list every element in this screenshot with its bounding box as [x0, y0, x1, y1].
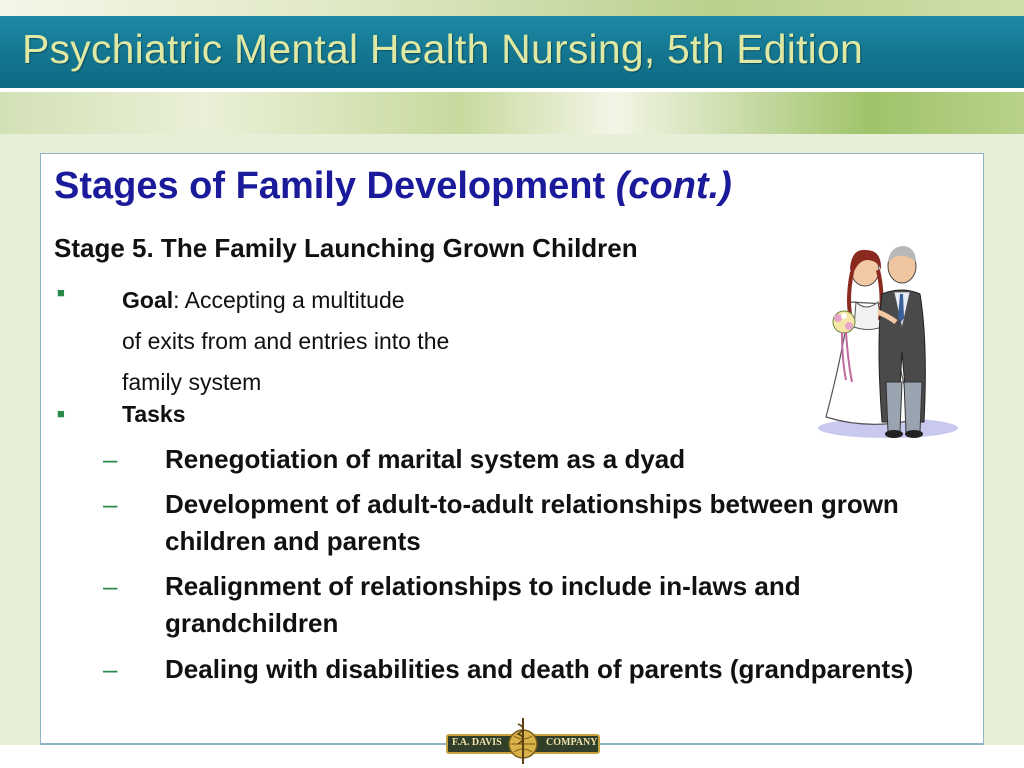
bullet-square-icon: ■ — [57, 406, 65, 421]
bullet-square-icon: ■ — [57, 285, 65, 300]
slide-title-suffix: (cont.) — [615, 165, 732, 207]
logo-left-text: F.A. DAVIS — [452, 737, 502, 748]
dash-bullet-icon: – — [103, 489, 118, 519]
top-decorative-stripe — [0, 0, 1024, 16]
dash-bullet-icon: – — [103, 571, 118, 601]
task-text: Realignment of relationships to include in-laws and grandchildren — [165, 571, 801, 638]
dash-bullet-icon: – — [103, 654, 118, 684]
task-text: Renegotiation of marital system as a dyad — [165, 444, 686, 474]
dash-bullet-icon: – — [103, 444, 118, 474]
wedding-couple-icon — [808, 232, 968, 442]
goal-line-3: family system — [122, 369, 262, 395]
tasks-label: Tasks — [122, 401, 186, 427]
slide-title — [54, 165, 732, 208]
logo-right-text: COMPANY — [546, 737, 598, 748]
publisher-logo — [440, 716, 606, 766]
header-bar — [0, 16, 1024, 88]
decorative-band — [0, 92, 1024, 134]
goal-line-2: of exits from and entries into the — [122, 328, 450, 354]
slide-title-text: Stages of Family Development — [54, 165, 606, 207]
header-title: Psychiatric Mental Health Nursing, 5th Edition — [22, 26, 863, 72]
goal-line-1: Goal: Accepting a multitude — [122, 287, 405, 313]
task-text: Dealing with disabilities and death of parents (grandparents) — [165, 654, 914, 684]
task-text: Development of adult-to-adult relationships between grown children and parents — [165, 489, 899, 556]
goal-label: Goal — [122, 287, 174, 313]
caduceus-globe-icon — [506, 716, 540, 766]
stage-heading: Stage 5. The Family Launching Grown Children — [54, 233, 638, 263]
goal-text — [122, 280, 592, 403]
